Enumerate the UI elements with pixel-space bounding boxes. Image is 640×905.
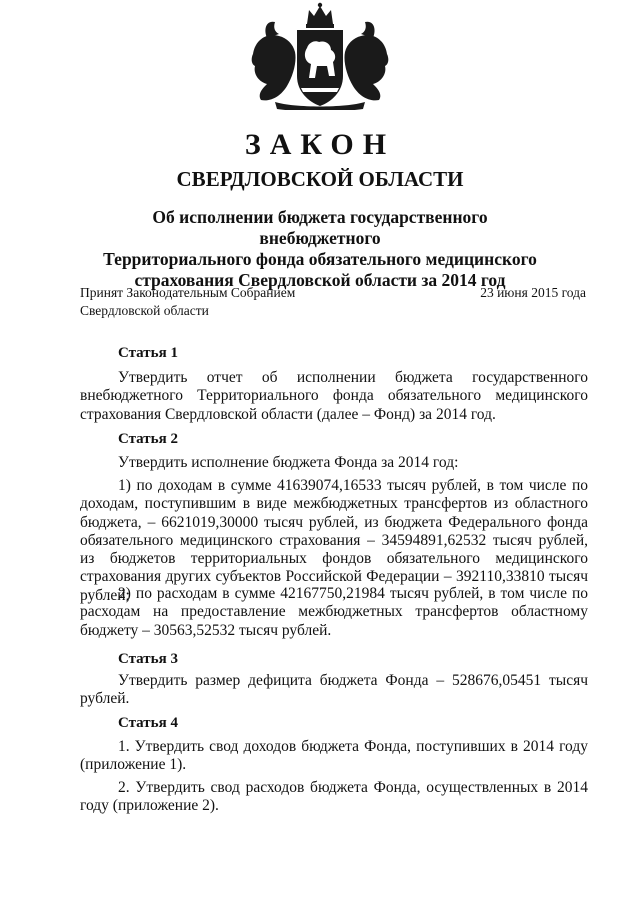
document-subtitle: СВЕРДЛОВСКОЙ ОБЛАСТИ: [176, 167, 464, 191]
article-2-paragraph: Утвердить исполнение бюджета Фонда за 2014 год:: [118, 454, 459, 471]
coat-of-arms-emblem: [245, 2, 395, 110]
article-2-paragraph: 1) по доходам в сумме 41639074,16533 тысяч рублей, в том числе по доходам, поступившим в виде межбюджетных трансфертов из областного бюджета, – 6621019,30000 тысяч рублей, из бюджета Федерального фонда обязательного медицинского страхования – 34594891,62532 тысяч рублей, из бюджетов территориальных фондов обязательного медицинского страхования других субъектов Российской Федерации – 392110,33810 тысяч рублей;: [80, 477, 588, 604]
document-title: ЗАКОН: [244, 128, 396, 161]
article-4-paragraph: 1. Утвердить свод доходов бюджета Фонда, поступивших в 2014 году (приложение 1).: [80, 738, 588, 774]
law-title-line: Об исполнении бюджета государственного внебюджетного: [152, 207, 488, 248]
law-title-line: страхования Свердловской области за 2014 год: [134, 270, 506, 290]
article-2-title: Статья 2: [118, 431, 178, 447]
article-2-paragraph: 2) по расходам в сумме 42167750,21984 тысяч рублей, в том числе по расходам на предоставление межбюджетных трансфертов областному бюджету – 30563,52532 тысяч рублей.: [80, 585, 588, 639]
article-4-paragraph: 2. Утвердить свод расходов бюджета Фонда, осуществленных в 2014 году (приложение 2).: [80, 779, 588, 815]
adopted-by-line: Свердловской области: [80, 303, 209, 318]
law-title: [90, 207, 550, 291]
adopted-by: [80, 284, 295, 320]
adopted-by-line: Принят Законодательным Собранием: [80, 285, 296, 300]
adoption-date: 23 июня 2015 года: [480, 285, 586, 300]
article-1-title: Статья 1: [118, 345, 178, 361]
article-1-paragraph: Утвердить отчет об исполнении бюджета государственного внебюджетного Территориального фонда обязательного медицинского страхования Свердловской области (далее – Фонд) за 2014 год.: [80, 369, 588, 423]
article-3-paragraph: Утвердить размер дефицита бюджета Фонда – 528676,05451 тысяч рублей.: [80, 672, 588, 708]
law-title-line: Территориального фонда обязательного медицинского: [103, 249, 537, 269]
article-4-title: Статья 4: [118, 715, 178, 731]
article-3-title: Статья 3: [118, 651, 178, 667]
